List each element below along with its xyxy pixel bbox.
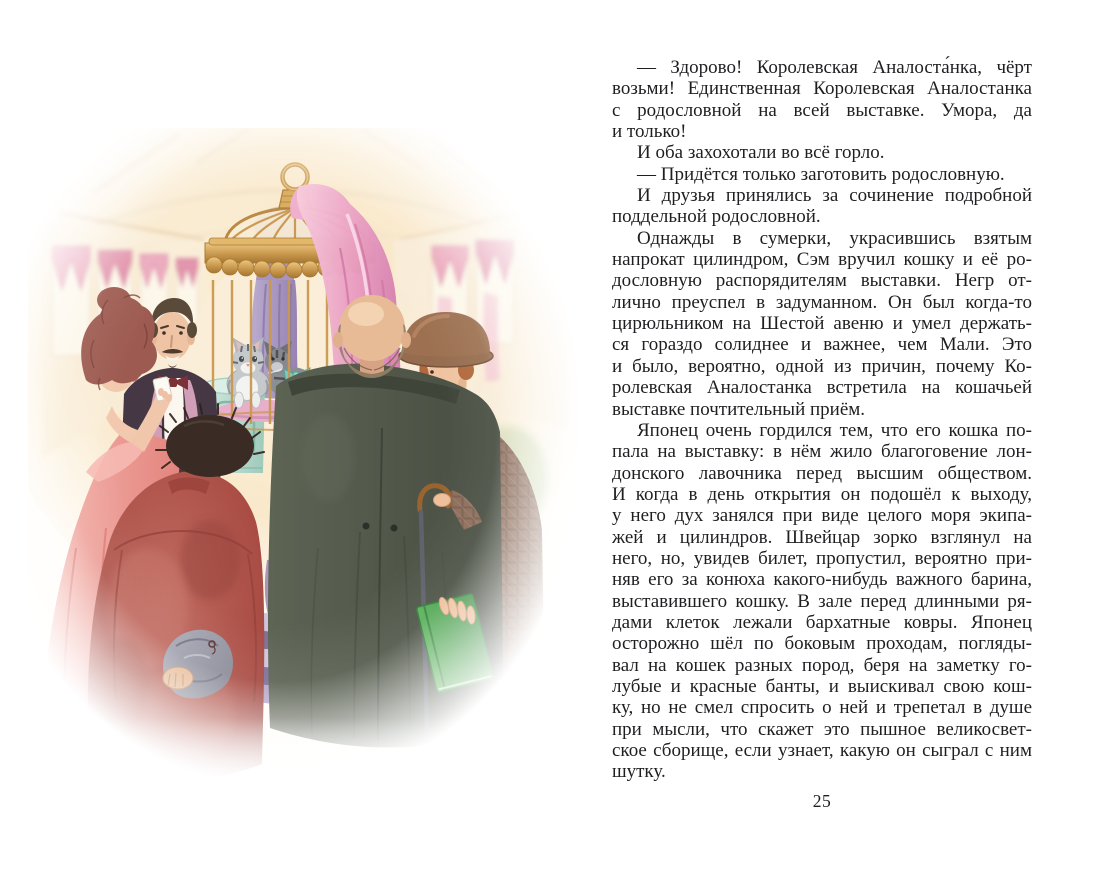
text-line: поддельной родословной.	[612, 206, 821, 228]
paragraph	[612, 185, 1032, 228]
illustration-svg	[28, 128, 578, 808]
text-line: дословную распорядителям выставки. Негр от-	[612, 270, 1032, 292]
text-line: напрокат цилиндром, Сэм вручил кошку и её ро-	[612, 249, 1032, 271]
text-line: И когда в день открытия он подошёл к выходу,	[612, 483, 1032, 505]
text-line: при мысли, что скажет это пышное великосвет-	[612, 718, 1032, 740]
text-line: возьми! Единственная Королевская Аналостанка	[612, 78, 1032, 100]
text-line: ся гораздо солиднее и важнее, чем Мали. Это	[612, 334, 1032, 356]
text-line: выставке почтительный приём.	[612, 398, 866, 420]
text-line: донского лавочника перед высшим обществом.	[612, 462, 1032, 484]
text-line: и только!	[612, 121, 687, 143]
text-line: лубые и красные банты, и выискивал свою кош-	[612, 675, 1032, 697]
text-line: осторожно шёл по боковым проходам, погляды-	[612, 633, 1032, 655]
page-number: 25	[812, 791, 832, 811]
text-line: ку, но не смел спросить о ней и трепетал в душе	[612, 697, 1032, 719]
text-line: цирюльником на Шестой авеню и умел держать-	[612, 313, 1032, 335]
text-line: жей и цилиндров. Швейцар зорко взглянул на	[612, 526, 1032, 548]
text-line: него, но, увидев билет, пропустил, вероятно при-	[612, 547, 1032, 569]
text-line: лично преуспел в задуманном. Он был когда-то	[612, 291, 1032, 313]
text-line: пала на выставку: в нём жило благоговение лон-	[612, 441, 1032, 463]
text-line: вал на кошек разных пород, беря на заметку го-	[612, 654, 1032, 676]
text-line: дами клеток лежали бархатные ковры. Японец	[612, 611, 1032, 633]
text-line: ское сборище, если узнает, какую он сыграл с ним	[612, 740, 1032, 761]
text-line: у него дух занялся при виде целого моря экипа-	[612, 505, 1032, 527]
text-line: ролевская Аналостанка встретила на кошачьей	[612, 377, 1032, 399]
text-column	[612, 57, 1032, 783]
bottom-fade	[28, 718, 578, 808]
text-line: Однажды в сумерки, украсившись взятым	[637, 227, 1032, 249]
text-line: — Здорово! Королевская Аналоста́нка, чёрт	[637, 57, 1032, 78]
illustration	[28, 128, 578, 808]
text-line: няв его за конюха какого-нибудь важного барина,	[612, 569, 1032, 591]
paragraph	[612, 164, 1032, 185]
paragraph	[612, 420, 1032, 783]
dark-frizzy-hair	[166, 415, 254, 477]
text-line: выставившего кошку. В зале перед длинными ря-	[612, 590, 1032, 612]
text-line: с родословной на всей выставке. Умора, да	[612, 99, 1032, 121]
text-line: И оба захохотали во всё горло.	[637, 142, 885, 164]
paragraph	[612, 228, 1032, 420]
text-line: Японец очень гордился тем, что его кошка по-	[637, 419, 1032, 441]
text-line: шутку.	[612, 761, 666, 783]
paragraph	[612, 142, 1032, 163]
text-line: и было, вероятно, одной из причин, почему Ко-	[612, 355, 1032, 377]
paragraph	[612, 57, 1032, 142]
page-number-wrap	[612, 791, 1032, 812]
text-line: И друзья принялись за сочинение подробной	[637, 185, 1032, 207]
text-line: — Придётся только заготовить родословную.	[637, 163, 1005, 185]
